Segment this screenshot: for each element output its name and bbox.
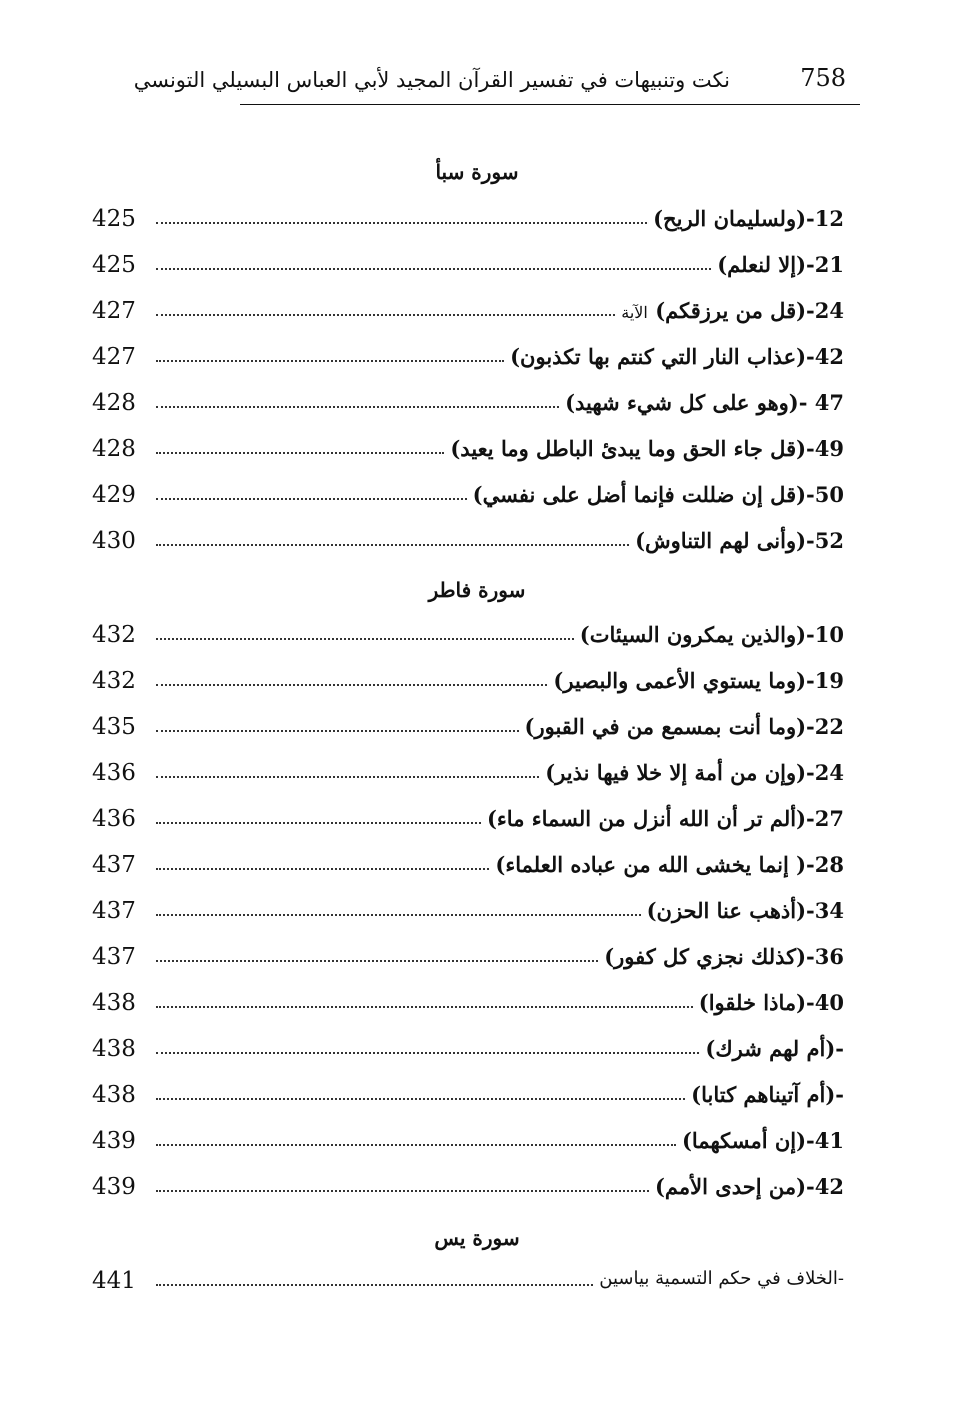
toc-row xyxy=(92,198,844,242)
toc-row xyxy=(92,382,844,426)
dot-leader xyxy=(156,776,539,778)
row-page-number: 437 xyxy=(92,852,136,878)
row-label: 24-(وإن من أمة إلا خلا فيها نذير) xyxy=(545,760,844,785)
dot-leader xyxy=(156,822,481,824)
row-page-number: 438 xyxy=(92,1036,136,1062)
row-label: 52-(وأنى لهم التناوش) xyxy=(635,528,844,553)
row-label: 40-(ماذا خلقوا) xyxy=(698,990,844,1015)
row-label: 24-(قل من يرزقكم) الآية xyxy=(621,298,844,323)
toc-row xyxy=(92,1074,844,1118)
row-page-number: 437 xyxy=(92,898,136,924)
section-title-fatir: سورة فاطر xyxy=(428,578,526,602)
row-page-number: 427 xyxy=(92,344,136,370)
dot-leader xyxy=(156,1006,693,1008)
dot-leader xyxy=(156,360,504,362)
row-page-number: 425 xyxy=(92,206,136,232)
toc-row xyxy=(92,290,844,334)
toc-row xyxy=(92,1166,844,1210)
row-page-number: 438 xyxy=(92,1082,136,1108)
dot-leader xyxy=(156,1190,649,1192)
toc-row xyxy=(92,982,844,1026)
dot-leader xyxy=(156,914,641,916)
row-page-number: 441 xyxy=(92,1268,136,1294)
row-label: 36-(كذلك نجزي كل كفور) xyxy=(604,944,844,969)
dot-leader xyxy=(156,314,615,316)
row-note: الآية xyxy=(621,303,648,322)
row-page-number: 428 xyxy=(92,436,136,462)
row-page-number: 427 xyxy=(92,298,136,324)
row-label: 41-(إن أمسكهما) xyxy=(681,1128,844,1153)
row-label: 34-(أذهب عنا الحزن) xyxy=(646,898,844,923)
dot-leader xyxy=(156,222,647,224)
dot-leader xyxy=(156,638,574,640)
dot-leader xyxy=(156,498,467,500)
running-title: نكت وتنبيهات في تفسير القرآن المجيد لأبي العباس البسيلي التونسي xyxy=(133,68,730,92)
row-page-number: 430 xyxy=(92,528,136,554)
dot-leader xyxy=(156,406,559,408)
row-label: 49-(قل جاء الحق وما يبدئ الباطل وما يعيد) xyxy=(450,436,844,461)
row-page-number: 439 xyxy=(92,1128,136,1154)
dot-leader xyxy=(156,1144,676,1146)
row-label: -الخلاف في حكم التسمية بياسين xyxy=(599,1268,844,1289)
toc-row xyxy=(92,1028,844,1072)
toc-row xyxy=(92,614,844,658)
toc-row xyxy=(92,936,844,980)
toc-row xyxy=(92,1120,844,1164)
row-label: 22-(وما أنت بمسمع من في القبور) xyxy=(524,714,844,739)
row-page-number: 425 xyxy=(92,252,136,278)
row-label: 21-(إلا لنعلم) xyxy=(717,252,844,277)
row-label: 28-( إنما يخشى الله من عباده العلماء) xyxy=(495,852,844,877)
toc-row xyxy=(92,798,844,842)
dot-leader xyxy=(156,960,598,962)
row-page-number: 428 xyxy=(92,390,136,416)
toc-row xyxy=(92,474,844,518)
toc-row xyxy=(92,336,844,380)
toc-row xyxy=(92,752,844,796)
toc-row xyxy=(92,428,844,472)
toc-row xyxy=(92,520,844,564)
row-page-number: 439 xyxy=(92,1174,136,1200)
row-page-number: 436 xyxy=(92,806,136,832)
section-title-yasin: سورة يس xyxy=(434,1226,520,1250)
toc-row xyxy=(92,244,844,288)
toc-row xyxy=(92,660,844,704)
row-page-number: 429 xyxy=(92,482,136,508)
row-label: 27-(ألم تر أن الله أنزل من السماء ماء) xyxy=(486,806,844,831)
row-page-number: 437 xyxy=(92,944,136,970)
row-label: -(أم آتيناهم كتابا) xyxy=(691,1082,844,1107)
page-number: 758 xyxy=(800,64,846,92)
row-label: 50-(قل إن ضللت فإنما أضل على نفسي) xyxy=(472,482,844,507)
row-page-number: 432 xyxy=(92,668,136,694)
dot-leader xyxy=(156,1098,685,1100)
row-label: 42-(من إحدى الأمم) xyxy=(655,1174,844,1199)
running-header xyxy=(133,60,860,105)
dot-leader xyxy=(156,1284,593,1286)
row-page-number: 432 xyxy=(92,622,136,648)
dot-leader xyxy=(156,684,547,686)
row-label: 47 -(وهو على كل شيء شهيد) xyxy=(565,390,844,415)
row-label: -(أم لهم شرك) xyxy=(705,1036,844,1061)
row-page-number: 435 xyxy=(92,714,136,740)
row-page-number: 436 xyxy=(92,760,136,786)
row-page-number: 438 xyxy=(92,990,136,1016)
dot-leader xyxy=(156,1052,699,1054)
toc-row xyxy=(92,890,844,934)
dot-leader xyxy=(156,268,711,270)
dot-leader xyxy=(156,544,629,546)
row-label: 10-(والذين يمكرون السيئات) xyxy=(579,622,844,647)
toc-row xyxy=(92,706,844,750)
toc-row xyxy=(92,1260,844,1304)
row-label: 42-(عذاب النار التي كنتم بها تكذبون) xyxy=(510,344,844,369)
row-label: 19-(وما يستوي الأعمى والبصير) xyxy=(553,668,844,693)
dot-leader xyxy=(156,730,519,732)
row-label: 12-(ولسليمان الريح) xyxy=(653,206,844,231)
section-title-saba: سورة سبأ xyxy=(435,160,519,184)
toc-row xyxy=(92,844,844,888)
dot-leader xyxy=(156,452,444,454)
dot-leader xyxy=(156,868,489,870)
